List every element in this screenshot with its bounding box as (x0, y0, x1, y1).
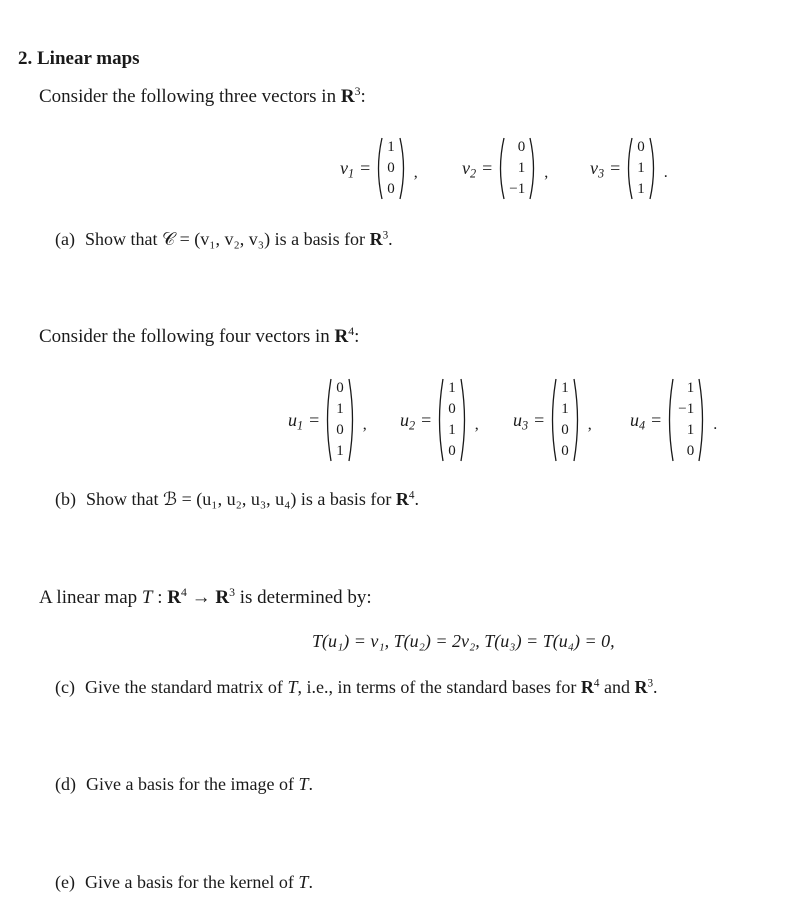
domain-symbol: R (167, 587, 181, 608)
vector-subscript: 4 (639, 418, 646, 433)
right-parenthesis (648, 137, 658, 200)
vector-subscript: 2 (409, 418, 416, 433)
right-parenthesis (398, 137, 408, 200)
intro-r3 (39, 86, 366, 108)
part-b-text: Show that ℬ = (u₁, u₂, u₃, u₄) is a basis for (86, 489, 396, 509)
vector-subscript: 3 (598, 166, 605, 181)
field-exponent: 3 (354, 84, 361, 98)
field-exponent: 4 (348, 324, 355, 338)
part-d-text: Give a basis for the image of (86, 774, 299, 794)
field-exponent: 3 (647, 677, 654, 690)
vector-subscript: 1 (348, 166, 355, 181)
part-a-label: (a) (55, 229, 75, 249)
vector-name: $v_1$ (340, 157, 355, 181)
column-vector (374, 137, 408, 200)
vector-entry: −1 (678, 401, 695, 417)
column-vector (548, 378, 582, 462)
vector-entry: 1 (686, 380, 695, 396)
equals-sign: = (421, 409, 432, 430)
part-c-label: (c) (55, 677, 75, 697)
period: . (388, 229, 393, 249)
period: . (653, 677, 658, 697)
field-symbol: R (334, 326, 349, 347)
column-vector (665, 378, 707, 462)
vector-entry: 0 (448, 443, 456, 459)
vector-entry: 1 (448, 422, 456, 438)
vector-subscript: 2 (470, 166, 477, 181)
vector-name: $u_2$ (400, 409, 416, 433)
section-title: 2. Linear maps (18, 48, 140, 69)
part-e-label: (e) (55, 872, 75, 892)
map-intro-text-2: is determined by: (235, 587, 372, 608)
vector-entry: 1 (336, 443, 344, 459)
part-e (55, 872, 313, 893)
intro-r4 (39, 326, 359, 348)
vector-entry: 1 (561, 401, 569, 417)
vector-entry: 1 (561, 380, 569, 396)
right-parenthesis (697, 378, 707, 462)
field-exponent: 4 (593, 677, 600, 690)
vector-entry: 0 (686, 443, 695, 459)
vector-entry: 0 (561, 422, 569, 438)
colon: : (152, 587, 168, 608)
v-vector-row (340, 128, 700, 208)
equals-sign: = (651, 409, 662, 430)
equals-sign: = (534, 409, 545, 430)
part-b (55, 489, 419, 510)
vector-entry: 0 (336, 422, 344, 438)
vector-name: $u_1$ (288, 409, 304, 433)
intro-r3-text: Consider the following three vectors in (39, 86, 341, 107)
map-symbol: T (298, 872, 309, 892)
vector-entry: 0 (336, 380, 344, 396)
vector-subscript: 1 (297, 418, 304, 433)
conjunction: and (599, 677, 635, 697)
vector-name: $v_2$ (462, 157, 477, 181)
vector-subscript: 3 (522, 418, 529, 433)
vector-name: $u_3$ (513, 409, 529, 433)
part-c-text-2: , i.e., in terms of the standard bases for (297, 677, 581, 697)
field-symbol: R (634, 677, 648, 697)
vector-entry: 1 (637, 159, 645, 176)
left-parenthesis (374, 137, 384, 200)
separator: . (663, 164, 668, 181)
vector-v3 (590, 128, 668, 208)
arrow: → (186, 587, 216, 608)
column-vector (323, 378, 357, 462)
vector-entry: 0 (448, 401, 456, 417)
separator: , (474, 416, 479, 433)
field-symbol: R (580, 677, 594, 697)
separator: , (587, 416, 592, 433)
vector-u2 (400, 370, 479, 470)
part-e-text: Give a basis for the kernel of (84, 872, 299, 892)
domain-exponent: 4 (180, 585, 187, 599)
colon: : (360, 86, 366, 107)
column-vector (624, 137, 658, 200)
vector-entry: 0 (561, 443, 569, 459)
field-exponent: 4 (408, 489, 415, 502)
vector-entry: 1 (517, 159, 526, 176)
vector-name: $u_4$ (630, 409, 646, 433)
map-symbol: T (141, 587, 153, 608)
part-c (55, 677, 658, 698)
vector-entry: 0 (387, 180, 395, 197)
equals-sign: = (610, 157, 621, 178)
vector-u1 (288, 370, 367, 470)
left-parenthesis (665, 378, 675, 462)
vector-v1 (340, 128, 418, 208)
left-parenthesis (624, 137, 634, 200)
vector-u4 (630, 370, 717, 470)
right-parenthesis (528, 137, 538, 200)
separator: , (544, 164, 549, 181)
vector-u3 (513, 370, 592, 470)
intro-r4-text: Consider the following four vectors in (39, 326, 335, 347)
left-parenthesis (496, 137, 506, 200)
left-parenthesis (323, 378, 333, 462)
map-symbol: T (287, 677, 298, 697)
codomain-exponent: 3 (229, 585, 235, 599)
part-d-label: (d) (55, 774, 76, 794)
vector-entry: 1 (686, 422, 695, 438)
equals-sign: = (309, 409, 320, 430)
field-exponent: 3 (382, 229, 389, 242)
left-parenthesis (435, 378, 445, 462)
column-vector (435, 378, 469, 462)
period: . (308, 872, 313, 892)
map-intro-text: A linear map (39, 587, 142, 608)
vector-entry: −1 (509, 180, 526, 197)
vector-entry: 0 (637, 138, 645, 155)
separator: , (413, 164, 418, 181)
field-symbol: R (340, 86, 355, 107)
part-b-label: (b) (55, 489, 76, 509)
codomain-symbol: R (215, 587, 230, 608)
vector-v2 (462, 128, 548, 208)
part-a-text: Show that 𝒞 = (v₁, v₂, v₃) is a basis for (84, 229, 370, 249)
vector-entry: 0 (517, 138, 526, 155)
u-vector-row (288, 370, 758, 470)
vector-entry: 1 (336, 401, 344, 417)
part-a (55, 229, 393, 250)
vector-entry: 1 (448, 380, 456, 396)
left-parenthesis (548, 378, 558, 462)
map-symbol: T (298, 774, 309, 794)
map-intro (39, 587, 372, 609)
right-parenthesis (347, 378, 357, 462)
equals-sign: = (482, 157, 493, 178)
field-symbol: R (395, 489, 409, 509)
right-parenthesis (572, 378, 582, 462)
separator: , (362, 416, 367, 433)
column-vector (496, 137, 538, 200)
part-c-text: Give the standard matrix of (84, 677, 288, 697)
separator: . (713, 416, 718, 433)
right-parenthesis (459, 378, 469, 462)
map-equations: T(u₁) = v₁, T(u₂) = 2v₂, T(u₃) = T(u₄) = 0, (312, 631, 615, 651)
vector-entry: 1 (387, 138, 395, 155)
period: . (308, 774, 313, 794)
vector-entry: 1 (637, 180, 645, 197)
part-d (55, 774, 313, 795)
equals-sign: = (360, 157, 371, 178)
colon: : (354, 326, 360, 347)
vector-entry: 0 (387, 159, 395, 176)
period: . (414, 489, 419, 509)
field-symbol: R (369, 229, 383, 249)
vector-name: $v_3$ (590, 157, 605, 181)
